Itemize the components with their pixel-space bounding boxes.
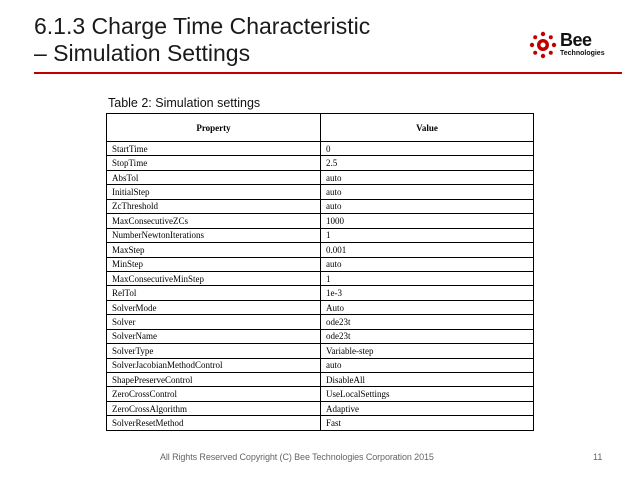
value-cell: ode23t xyxy=(321,329,534,343)
table-row xyxy=(107,170,534,184)
property-cell: RelTol xyxy=(107,286,321,300)
table-caption: Table 2: Simulation settings xyxy=(108,96,261,110)
bee-logo-icon xyxy=(528,30,558,60)
value-cell: auto xyxy=(321,358,534,372)
value-cell: auto xyxy=(321,257,534,271)
value-cell: 1e-3 xyxy=(321,286,534,300)
slide-title-line2: – Simulation Settings xyxy=(34,40,251,66)
property-cell: ShapePreserveControl xyxy=(107,373,321,387)
slide-title xyxy=(34,13,370,67)
property-cell: MinStep xyxy=(107,257,321,271)
table-row xyxy=(107,387,534,401)
table-row xyxy=(107,185,534,199)
value-cell: 1000 xyxy=(321,214,534,228)
value-cell: auto xyxy=(321,170,534,184)
logo-brand-text: Bee xyxy=(560,30,592,50)
table-row xyxy=(107,156,534,170)
value-cell: 0 xyxy=(321,142,534,156)
table-row xyxy=(107,416,534,430)
table-row xyxy=(107,300,534,314)
property-cell: ZeroCrossAlgorithm xyxy=(107,401,321,415)
property-cell: SolverType xyxy=(107,344,321,358)
simulation-settings-table xyxy=(106,113,534,431)
slide-title-line1: 6.1.3 Charge Time Characteristic xyxy=(34,13,371,39)
table-row xyxy=(107,315,534,329)
table-row xyxy=(107,373,534,387)
value-cell: 1 xyxy=(321,271,534,285)
value-cell: Variable-step xyxy=(321,344,534,358)
property-cell: MaxConsecutiveZCs xyxy=(107,214,321,228)
table-row xyxy=(107,257,534,271)
value-cell: auto xyxy=(321,185,534,199)
property-cell: SolverJacobianMethodControl xyxy=(107,358,321,372)
value-cell: UseLocalSettings xyxy=(321,387,534,401)
property-cell: StartTime xyxy=(107,142,321,156)
value-cell: auto xyxy=(321,199,534,213)
property-cell: StopTime xyxy=(107,156,321,170)
property-cell: SolverMode xyxy=(107,300,321,314)
logo-sub-text: Technologies xyxy=(560,50,605,57)
company-logo xyxy=(528,30,628,62)
property-cell: ZeroCrossControl xyxy=(107,387,321,401)
value-cell: 2.5 xyxy=(321,156,534,170)
property-cell: NumberNewtonIterations xyxy=(107,228,321,242)
value-cell: DisableAll xyxy=(321,373,534,387)
property-cell: MaxStep xyxy=(107,243,321,257)
property-cell: AbsTol xyxy=(107,170,321,184)
table-row xyxy=(107,142,534,156)
table-row xyxy=(107,358,534,372)
property-cell: SolverResetMethod xyxy=(107,416,321,430)
table-row xyxy=(107,243,534,257)
value-cell: Auto xyxy=(321,300,534,314)
table-row xyxy=(107,214,534,228)
value-cell: Adaptive xyxy=(321,401,534,415)
table-row xyxy=(107,199,534,213)
table-row xyxy=(107,344,534,358)
property-cell: Solver xyxy=(107,315,321,329)
value-cell: 1 xyxy=(321,228,534,242)
copyright-footer: All Rights Reserved Copyright (C) Bee Technologies Corporation 2015 xyxy=(160,452,434,462)
property-cell: MaxConsecutiveMinStep xyxy=(107,271,321,285)
table-row xyxy=(107,271,534,285)
table-body xyxy=(107,142,534,431)
page-number: 11 xyxy=(593,452,603,462)
property-cell: InitialStep xyxy=(107,185,321,199)
property-cell: ZcThreshold xyxy=(107,199,321,213)
table-row xyxy=(107,286,534,300)
table-header-row xyxy=(107,114,534,142)
table-row xyxy=(107,401,534,415)
header-value: Value xyxy=(321,114,534,142)
table-row xyxy=(107,228,534,242)
value-cell: ode23t xyxy=(321,315,534,329)
value-cell: Fast xyxy=(321,416,534,430)
header-property: Property xyxy=(107,114,321,142)
table-row xyxy=(107,329,534,343)
title-divider xyxy=(34,72,622,74)
value-cell: 0.001 xyxy=(321,243,534,257)
property-cell: SolverName xyxy=(107,329,321,343)
